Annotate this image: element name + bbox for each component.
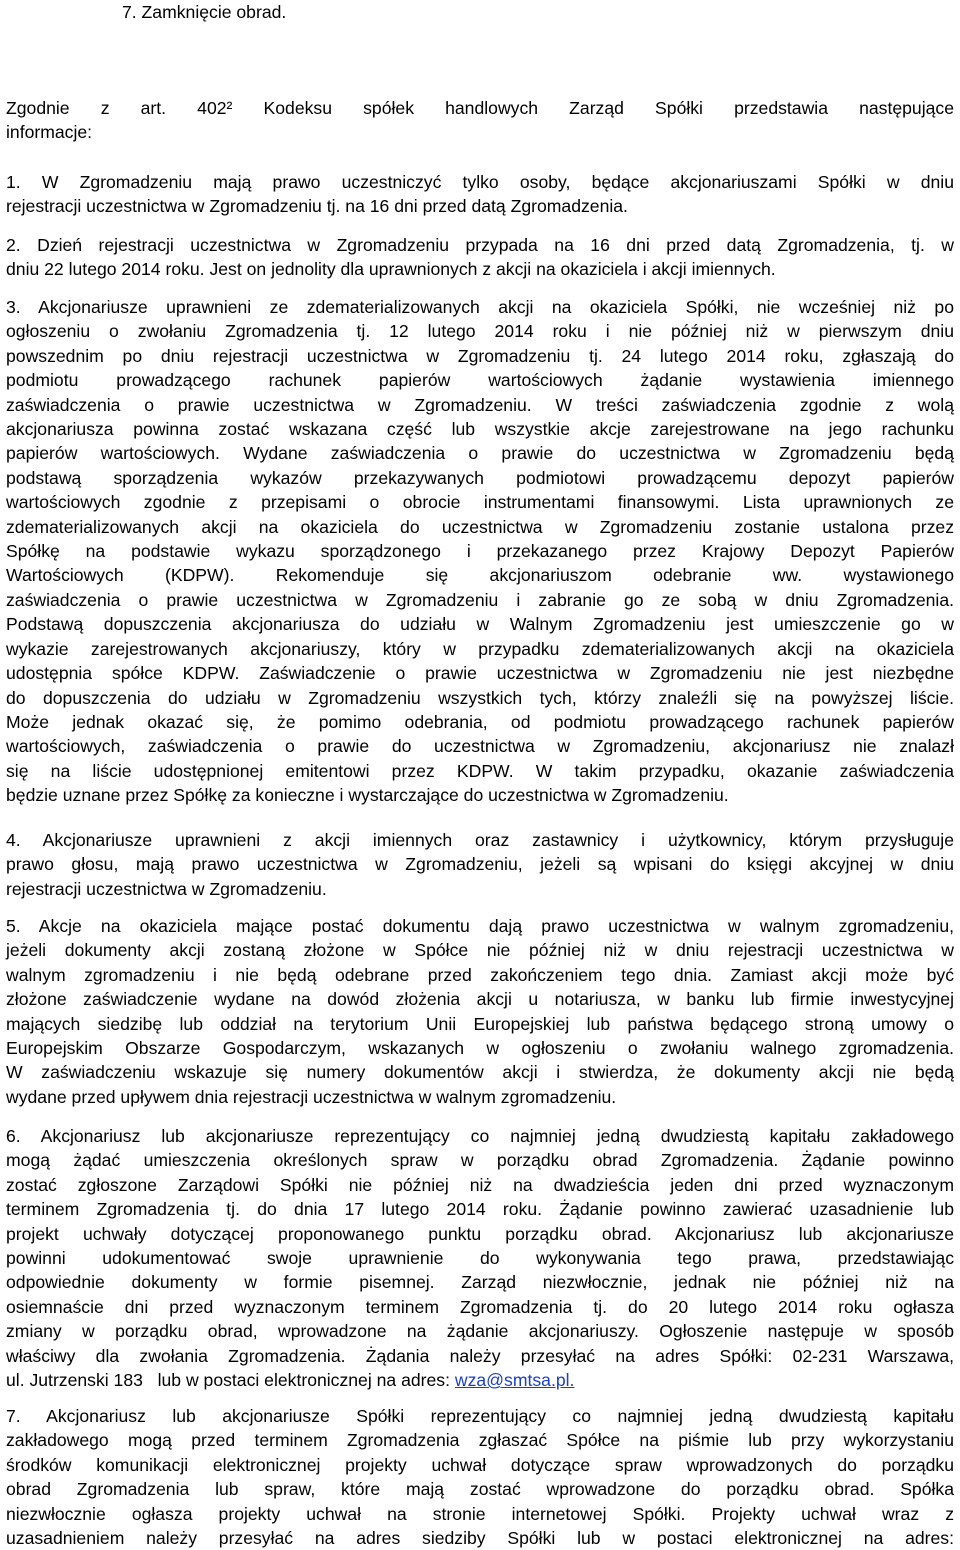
text-line: uzasadnieniem należy przesyłać na adres siedziby Spółki lub w postaci elektronicznej na adres: xyxy=(6,1528,954,1549)
text-line: zdematerializowanych akcji na okaziciela do uczestnictwa w Zgromadzeniu zostanie ustalona przez xyxy=(6,516,954,537)
text-line: jeżeli dokumenty akcji zostaną złożone w Spółce nie później niż w dniu rejestracji uczestnictwa w xyxy=(6,940,954,961)
text-line: Podstawą dopuszczenia akcjonariusza do udziału w Walnym Zgromadzeniu jest umieszczenie go w xyxy=(6,614,954,635)
text-line: zakładowego mogą przed terminem Zgromadzenia zgłaszać Spółce na piśmie lub przy wykorzystaniu xyxy=(6,1430,954,1451)
text-line: niezwłocznie ogłasza projekty uchwał na stronie internetowej Spółki. Projekty uchwał wraz z xyxy=(6,1503,954,1524)
text-line: Europejskim Obszarze Gospodarczym, wskazanych w ogłoszeniu o zwołaniu walnego zgromadzenia. xyxy=(6,1038,954,1059)
text-line: osiemnaście dni przed wyznaczonym terminem Zgromadzenia tj. do 20 lutego 2014 roku ogłasza xyxy=(6,1296,954,1317)
text-line: dniu 22 lutego 2014 roku. Jest on jednolity dla uprawnionych z akcji na okaziciela i akcji imiennych. xyxy=(6,259,776,280)
paragraph-item-3 xyxy=(6,295,954,808)
text-line: 6. Akcjonariusz lub akcjonariusze reprezentujący co najmniej jedną dwudziestą kapitału zakładowego xyxy=(6,1126,954,1146)
text-line: 7. Akcjonariusz lub akcjonariusze Spółki reprezentujący co najmniej jedną dwudziestą kapitału xyxy=(6,1406,954,1426)
text-line: mających siedzibę lub oddział na terytorium Unii Europejskiej lub państwa będącego stroną umowy o xyxy=(6,1013,954,1034)
text-line: terminem Zgromadzenia tj. do dnia 17 lutego 2014 roku. Żądanie powinno zawierać uzasadnienie lub xyxy=(6,1199,954,1220)
text-line: wykazie zarejestrowanych akcjonariuszy, który w przypadku zdematerializowanych akcji na okaziciela xyxy=(6,638,954,659)
paragraph-item-2 xyxy=(6,233,954,282)
text-line: ogłoszeniu o zwołaniu Zgromadzenia tj. 12 lutego 2014 roku i nie później niż w pierwszym dniu xyxy=(6,321,954,342)
text-line: walnym zgromadzeniu i nie będą odebrane przed zakończeniem tego dnia. Zamiast akcji może być xyxy=(6,964,954,985)
text-line: zostać zgłoszone Zarządowi Spółki nie później niż na dwadzieścia jeden dni przed wyznaczonym xyxy=(6,1174,954,1195)
text-line: wydane przed upływem dnia rejestracji uczestnictwa w walnym zgromadzeniu. xyxy=(6,1086,617,1107)
text-line: wartościowych zgodnie z przepisami o obrocie instrumentami finansowymi. Lista uprawnionych ze xyxy=(6,492,954,513)
text-line: Zgodnie z art. 402² Kodeksu spółek handlowych Zarząd Spółki przedstawia następujące xyxy=(6,98,954,118)
text-line: zaświadczenia o prawie uczestnictwa w Zgromadzeniu i zabranie go ze sobą w dniu Zgromadzenia. xyxy=(6,589,954,610)
text-line: 3. Akcjonariusze uprawnieni ze zdematerializowanych akcji na okaziciela Spółki, nie wcześniej niż po xyxy=(6,297,954,317)
text-line: informacje: xyxy=(6,122,93,143)
paragraph-item-7 xyxy=(6,1404,954,1550)
text-line: akcjonariusza powinna zostać wskazana część lub wszystkie akcje zarejestrowane na jego rachunku xyxy=(6,419,954,440)
text-line: Spółkę na podstawie wykazu sporządzonego i przekazanego przez Krajowy Depozyt Papierów xyxy=(6,541,954,562)
text-line: W zaświadczeniu wskazuje się numery dokumentów akcji i stwierdza, że dokumenty akcji nie będą xyxy=(6,1062,954,1083)
text-line: podmiotu prowadzącego rachunek papierów wartościowych żądanie wystawienia imiennego xyxy=(6,370,954,391)
text-line: prawo głosu, mają prawo uczestnictwa w Zgromadzeniu, jeżeli są wpisani do księgi akcyjnej w dniu xyxy=(6,854,954,875)
paragraph-item-1 xyxy=(6,170,954,219)
paragraph-item-6 xyxy=(6,1124,954,1392)
text-line: powszednim po dniu rejestracji uczestnictwa w Zgromadzeniu tj. 24 lutego 2014 roku, zgłaszają do xyxy=(6,345,954,366)
text-line: się na liście udostępnionej emitentowi przez KDPW. W takim przypadku, okazanie zaświadczenia xyxy=(6,760,954,781)
text-line: zaświadczenia o prawie uczestnictwa w Zgromadzeniu. W treści zaświadczenia zgodnie z wolą xyxy=(6,394,954,415)
text-line: wartościowych, zaświadczenia o prawie do uczestnictwa w Zgromadzeniu, akcjonariusz nie znalazł xyxy=(6,736,954,757)
text-line: powinni udokumentować swoje uprawnienie do wykonywania tego prawa, przedstawiając xyxy=(6,1248,954,1269)
text-line: projekt uchwały dotyczącej proponowanego punktu porządku obrad. Akcjonariusz lub akcjonariusze xyxy=(6,1223,954,1244)
text-line: Wartościowych (KDPW). Rekomenduje się akcjonariuszom odebranie ww. wystawionego xyxy=(6,565,954,586)
text-line: papierów wartościowych. Wydane zaświadczenia o prawie do uczestnictwa w Zgromadzeniu będą xyxy=(6,443,954,464)
text-line: odpowiednie dokumenty w formie pisemnej. Zarząd niezwłocznie, jednak nie później niż na xyxy=(6,1272,954,1293)
text-line: środków komunikacji elektronicznej projekty uchwał dotyczące spraw wprowadzonych do porządku xyxy=(6,1454,954,1475)
agenda-item-closing: 7. Zamknięcie obrad. xyxy=(122,2,287,22)
address-text: ul. Jutrzenski 183 lub w postaci elektronicznej na adres: xyxy=(6,1370,455,1391)
text-line: do dopuszczenia do udziału w Zgromadzeniu wszystkich tych, którzy znaleźli się na powyższej liście. xyxy=(6,687,954,708)
intro-paragraph xyxy=(6,96,954,145)
email-link[interactable]: wza@smtsa.pl. xyxy=(454,1370,575,1391)
text-line: rejestracji uczestnictwa w Zgromadzeniu. xyxy=(6,878,327,899)
text-line: podstawą sporządzenia wykazów przekazywanych podmiotowi prowadzącemu depozyt papierów xyxy=(6,467,954,488)
text-line: będzie uznane przez Spółkę za konieczne i wystarczające do uczestnictwa w Zgromadzeniu. xyxy=(6,785,729,806)
text-line: właściwy dla zwołania Zgromadzenia. Żądania należy przesyłać na adres Spółki: 02-231 Warszawa, xyxy=(6,1345,954,1366)
text-line: złożone zaświadczenie wydane na dowód złożenia akcji u notariusza, w banku lub firmie inwestycyjnej xyxy=(6,989,954,1010)
text-line: obrad Zgromadzenia lub spraw, które mają zostać wprowadzone do porządku obrad. Spółka xyxy=(6,1479,954,1500)
text-line: 4. Akcjonariusze uprawnieni z akcji imiennych oraz zastawnicy i użytkownicy, którym przysługuje xyxy=(6,830,954,850)
text-line: 1. W Zgromadzeniu mają prawo uczestniczyć tylko osoby, będące akcjonariuszami Spółki w dniu xyxy=(6,172,954,192)
text-line: udostępnia spółce KDPW. Zaświadczenie o prawie uczestnictwa w Zgromadzeniu nie jest niezbędne xyxy=(6,663,954,684)
text-line: zmiany w porządku obrad, wprowadzone na żądanie akcjonariuszy. Ogłoszenie następuje w sposób xyxy=(6,1321,954,1342)
text-line xyxy=(6,1368,954,1392)
text-line: mogą żądać umieszczenia określonych spraw w porządku obrad Zgromadzenia. Żądanie powinno xyxy=(6,1150,954,1171)
paragraph-item-5 xyxy=(6,914,954,1109)
paragraph-item-4 xyxy=(6,828,954,901)
text-line: 5. Akcje na okaziciela mające postać dokumentu dają prawo uczestnictwa w walnym zgromadzeniu, xyxy=(6,916,954,936)
text-line: Może jednak okazać się, że pomimo odebrania, od podmiotu prowadzącego rachunek papierów xyxy=(6,711,954,732)
text-line: rejestracji uczestnictwa w Zgromadzeniu tj. na 16 dni przed datą Zgromadzenia. xyxy=(6,196,628,217)
text-line: 2. Dzień rejestracji uczestnictwa w Zgromadzeniu przypada na 16 dni przed datą Zgromadzenia, tj. w xyxy=(6,235,954,255)
